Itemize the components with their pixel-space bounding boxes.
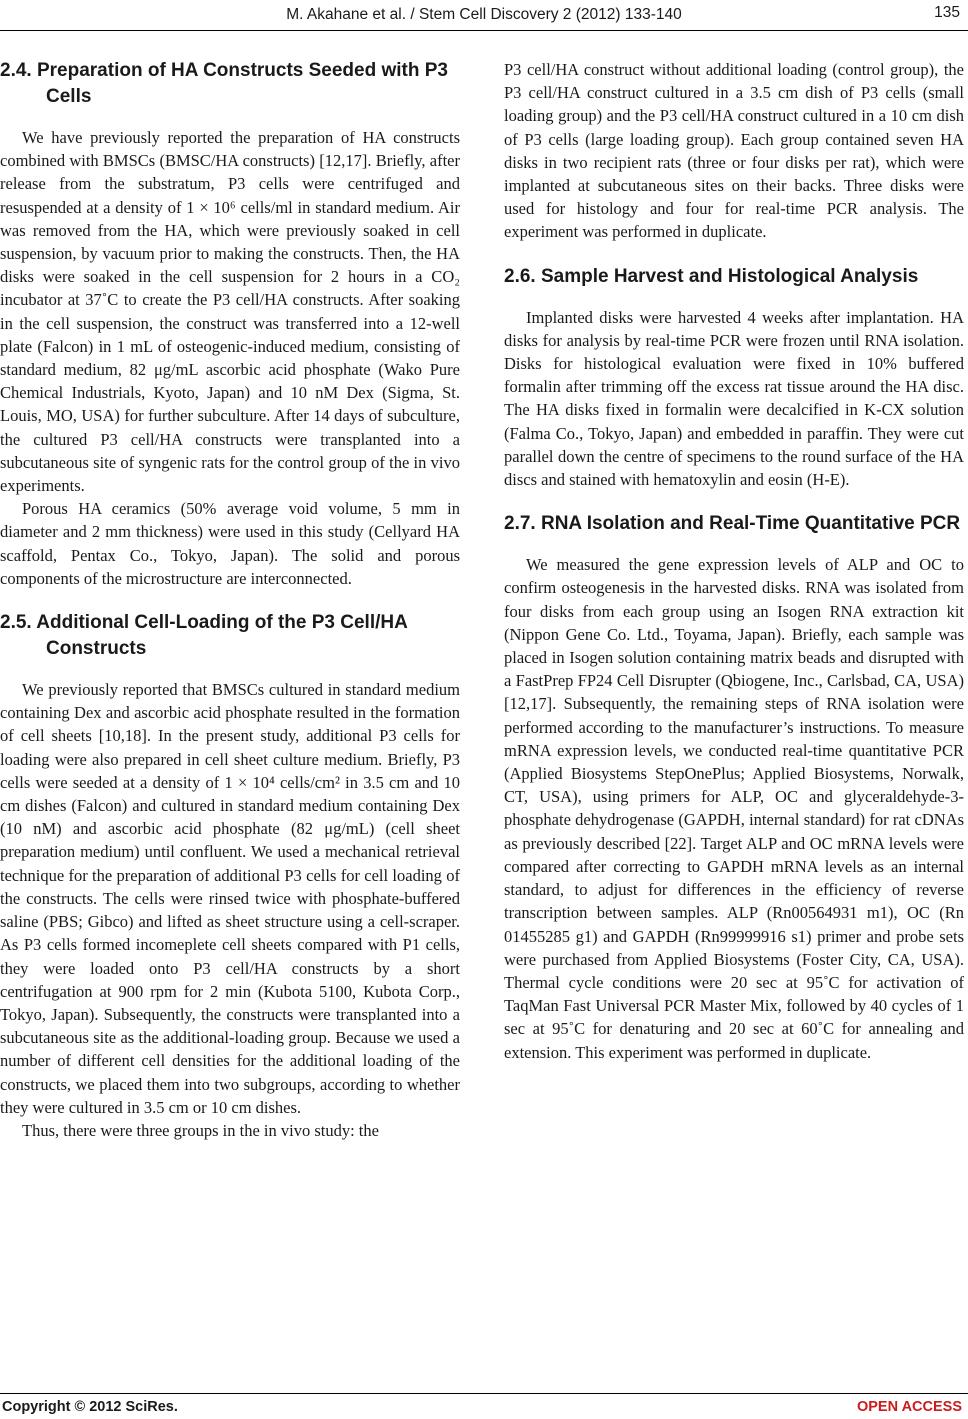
open-access-label: OPEN ACCESS [856, 1399, 962, 1415]
paragraph: We previously reported that BMSCs cultured in standard medium containing Dex and ascorbic acid phosphate resulted in the formation of cell sheets [10,18]. In the present study, additional P3 cells for loading were also prepared in cell sheet culture medium. Briefly, P3 cells were seeded at a density of 1 × 10⁴ cells/cm² in 3.5 cm and 10 cm dishes (Falcon) and cultured in standard medium containing Dex (10 nM) and ascorbic acid phosphate (82 μg/mL) (cell sheet preparation medium) until confluent. We used a mechanical retrieval technique for the preparation of additional P3 cells for cell loading of the constructs. The cells were rinsed twice with phosphate-buffered saline (PBS; Gibco) and lifted as sheet structure using a cell-scraper. As P3 cells formed incomeplete cell sheets compared with P1 cells, they were loaded onto P3 cell/HA constructs by a short centrifugation at 900 rpm for 2 min (Kubota 5100, Kubota Corp., Tokyo, Japan). Subsequently, the constructs were transplanted into a subcutaneous site as the additional-loading group. Because we used a number of different cell densities for the additional loading of the constructs, we placed them into two subgroups, according to whether they were cultured in 3.5 cm or 10 cm dishes. [0, 680, 460, 1117]
paragraph: Porous HA ceramics (50% average void volume, 5 mm in diameter and 2 mm thickness) were used in this study (Cellyard HA scaffold, Pentax Co., Tokyo, Japan). The solid and porous components of the microstructure are interconnected. [0, 499, 460, 588]
paragraph: We have previously reported the preparation of HA constructs combined with BMSCs (BMSC/HA constructs) [12,17]. Briefly, after release from the substratum, P3 cells were centrifuged and resuspended at a density of 1 × 10⁶ cells/ml in standard medium. Air was removed from the HA, which were previously soaked in cell suspension, by vacuum prior to making the constructs. Then, the HA disks were soaked in the cell suspension for 2 hours in a CO₂ incubator at 37˚C to create the P3 cell/HA constructs. After soaking in the cell suspension, the construct was transferred into a 12-well plate (Falcon) in 1 mL of osteogenic-induced medium, consisting of standard medium, 82 μg/mL ascorbic acid phosphate (Wako Pure Chemical Industrials, Kyoto, Japan) and 10 nM Dex (Sigma, St. Louis, MO, USA) for further subculture. After 14 days of subculture, the cultured P3 cell/HA constructs were transplanted into a subcutaneous site of syngenic rats for the control group of the in vivo experiments. [0, 128, 460, 496]
left-column [0, 58, 460, 1142]
section-heading-2-5: 2.5. Additional Cell-Loading of the P3 Cell/HA Constructs [0, 612, 408, 660]
footer-rule [0, 1393, 968, 1394]
running-header [0, 4, 968, 28]
paragraph: We measured the gene expression levels of ALP and OC to confirm osteogenesis in the harvested disks. RNA was isolated from four disks from each group using an Isogen RNA extraction kit (Nippon Gene Co. Ltd., Toyama, Japan). Briefly, each sample was placed in Isogen solution containing matrix beads and disrupted with a FastPrep FP24 Cell Disrupter (Qbiogene, Inc., Carlsbad, CA, USA) [12,17]. Subsequently, the remaining steps of RNA isolation were performed according to the manufacturer’s instructions. To measure mRNA expression levels, we conducted real-time quantitative PCR (Applied Biosystems StepOnePlus; Applied Biosystems, Norwalk, CT, USA), using primers for ALP, OC and glyceraldehyde-3-phosphate dehydrogenase (GAPDH, internal standard) for rat cDNAs as previously described [22]. Target ALP and OC mRNA levels were compared after correcting to GAPDH mRNA levels as an internal standard, to adjust for differences in the efficiency of reverse transcription between samples. ALP (Rn00564931 m1), OC (Rn 01455285 g1) and GAPDH (Rn99999916 s1) primer and probe sets were purchased from Applied Biosystems (Foster City, CA, USA). Thermal cycle conditions were 20 sec at 95˚C for activation of TaqMan Fast Universal PCR Master Mix, followed by 40 cycles of 1 sec at 95˚C for denaturing and 20 sec at 60˚C for annealing and extension. This experiment was performed in duplicate. [504, 555, 964, 1062]
section-heading-2-6: 2.6. Sample Harvest and Histological Analysis [504, 265, 919, 287]
section-heading-2-7: 2.7. RNA Isolation and Real-Time Quantitative PCR [504, 513, 961, 535]
paragraph: Thus, there were three groups in the in vivo study: the [22, 1120, 379, 1140]
page-number: 135 [934, 4, 960, 21]
header-rule [0, 30, 968, 31]
paragraph-continued: P3 cell/HA construct without additional loading (control group), the P3 cell/HA construct cultured in a 3.5 cm dish of P3 cells (small loading group) and the P3 cell/HA construct cultured in a 10 cm dish of P3 cells (large loading group). Each group contained seven HA disks in two recipient rats (three or four disks per rat), which were implanted at subcutaneous sites on their backs. Three disks were used for histology and four for real-time PCR analysis. The experiment was performed in duplicate. [504, 60, 964, 242]
paragraph: Implanted disks were harvested 4 weeks after implantation. HA disks for analysis by real-time PCR were frozen until RNA isolation. Disks for histological evaluation were fixed in 10% buffered formalin after trimming off the excess rat tissue around the HA disc. The HA disks fixed in formalin were decalcified in K-CX solution (Falma Co., Tokyo, Japan) and embedded in paraffin. They were cut parallel down the centre of specimens to the round surface of the HA discs and stained with hematoxylin and eosin (H-E). [504, 307, 964, 490]
section-heading-2-4: 2.4. Preparation of HA Constructs Seeded with P3 Cells [0, 60, 449, 107]
copyright-notice: Copyright © 2012 SciRes. [2, 1399, 178, 1415]
running-header-title: M. Akahane et al. / Stem Cell Discovery 2 (2012) 133-140 [286, 6, 682, 23]
right-column [504, 58, 964, 1064]
